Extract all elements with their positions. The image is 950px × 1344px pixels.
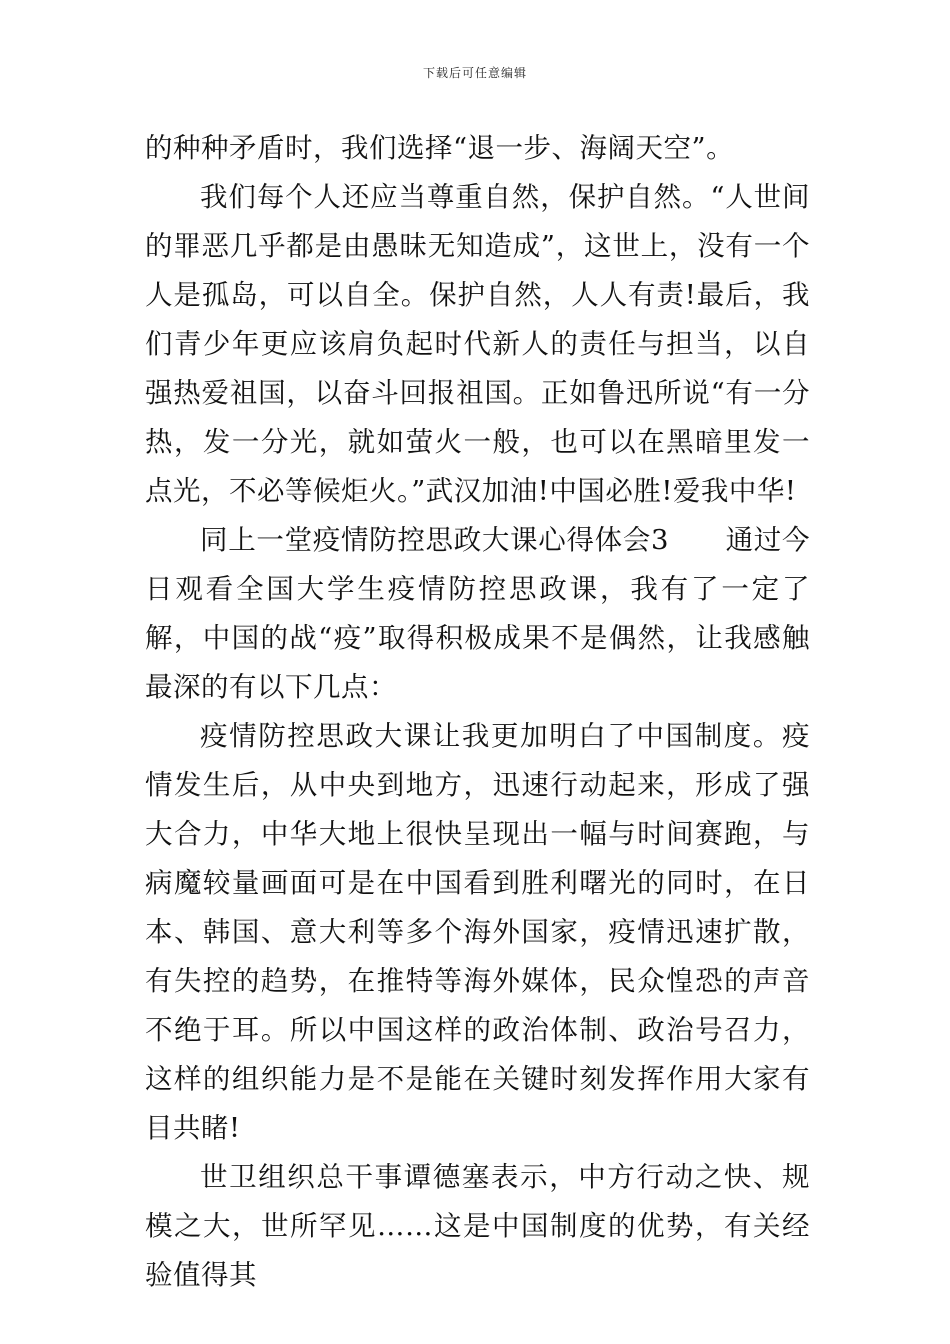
document-body: [145, 124, 810, 1300]
paragraph-4: 疫情防控思政大课让我更加明白了中国制度。疫情发生后，从中央到地方，迅速行动起来，形成了强大合力，中华大地上很快呈现出一幅与时间赛跑，与病魔较量画面可是在中国看到胜利曙光的同时，在日本、韩国、意大利等多个海外国家，疫情迅速扩散，有失控的趋势，在推特等海外媒体，民众惶恐的声音不绝于耳。所以中国这样的政治体制、政治号召力，这样的组织能力是不是能在关键时刻发挥作用大家有目共睹!: [145, 720, 810, 1144]
paragraph-3: 同上一堂疫情防控思政大课心得体会3 通过今日观看全国大学生疫情防控思政课，我有了一定了解，中国的战“疫”取得积极成果不是偶然，让我感触最深的有以下几点：: [145, 524, 810, 703]
paragraph-1: 的种种矛盾时，我们选择“退一步、海阔天空”。: [145, 132, 735, 164]
page-header: 下载后可任意编辑: [422, 66, 527, 80]
paragraph-2: 我们每个人还应当尊重自然，保护自然。“人世间的罪恶几乎都是由愚昧无知造成”，这世上，没有一个人是孤岛，可以自全。保护自然，人人有责!最后，我们青少年更应该肩负起时代新人的责任与担当，以自强热爱祖国，以奋斗回报祖国。正如鲁迅所说“有一分热，发一分光，就如萤火一般，也可以在黑暗里发一点光，不必等候炬火。”武汉加油!中国必胜!爱我中华!: [145, 181, 810, 507]
paragraph-5: 世卫组织总干事谭德塞表示，中方行动之快、规模之大，世所罕见……这是中国制度的优势，有关经验值得其: [145, 1161, 810, 1291]
